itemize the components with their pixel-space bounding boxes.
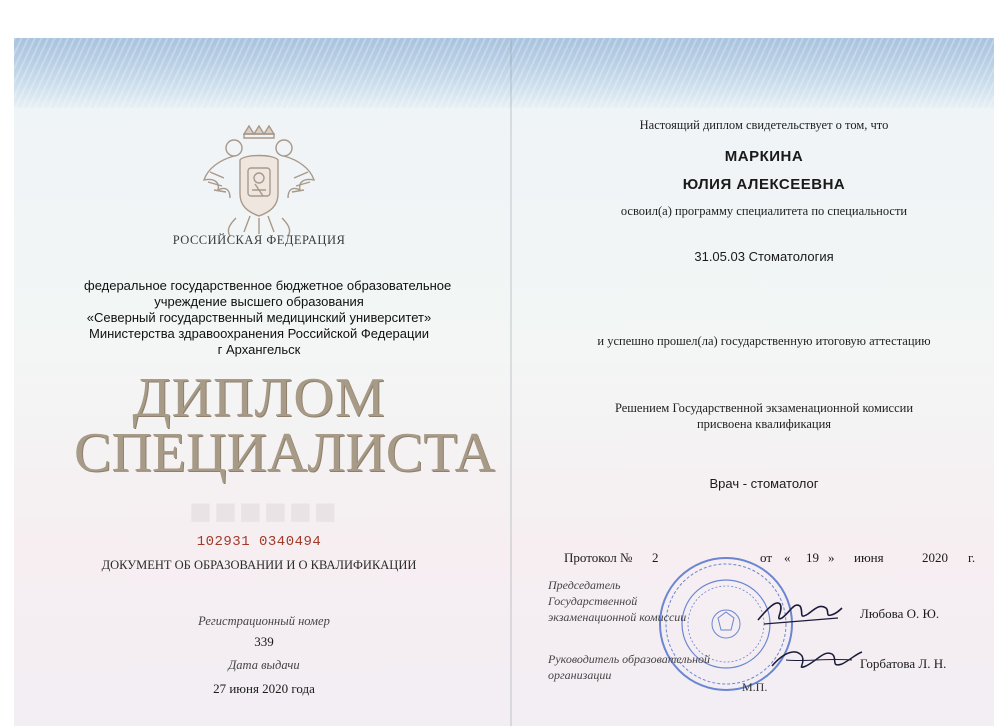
protocol-number: 2 bbox=[652, 550, 659, 565]
holder-surname: МАРКИНА bbox=[724, 148, 804, 165]
issue-date: 27 июня 2020 года bbox=[213, 681, 315, 696]
protocol-year-suffix: г. bbox=[968, 550, 976, 565]
protocol-day: 19 bbox=[806, 550, 819, 565]
seal-label: М.П. bbox=[742, 680, 768, 694]
holder-given-names: ЮЛИЯ АЛЕКСЕЕВНА bbox=[682, 176, 846, 193]
coat-of-arms-icon bbox=[200, 120, 318, 240]
signature-chair bbox=[754, 594, 844, 630]
decorative-band bbox=[14, 38, 994, 108]
registration-label: Регистрационный номер bbox=[198, 614, 330, 628]
organization-line: г Архангельск bbox=[217, 342, 301, 357]
program-text: освоил(а) программу специалитета по специальности bbox=[620, 204, 908, 218]
organization-line: Министерства здравоохранения Российской Федерации bbox=[89, 326, 429, 341]
protocol-close-quote: » bbox=[828, 550, 835, 565]
page-fold bbox=[510, 38, 512, 726]
head-title-line: организации bbox=[548, 668, 612, 682]
diploma-document bbox=[14, 38, 994, 726]
organization-name bbox=[84, 278, 452, 358]
head-name: Горбатова Л. Н. bbox=[860, 656, 947, 671]
signature-head bbox=[766, 642, 866, 676]
chair-name: Любова О. Ю. bbox=[860, 606, 940, 621]
head-title-line: Руководитель образовательной bbox=[548, 652, 711, 666]
organization-line: учреждение высшего образования bbox=[154, 294, 364, 309]
intro-text: Настоящий диплом свидетельствует о том, что bbox=[639, 118, 889, 132]
issue-date-label: Дата выдачи bbox=[228, 658, 300, 672]
commission-decision-line2: присвоена квалификация bbox=[696, 417, 832, 431]
organization-line: «Северный государственный медицинский университет» bbox=[86, 310, 432, 325]
organization-line: федеральное государственное бюджетное образовательное bbox=[84, 278, 452, 293]
protocol-from: от bbox=[760, 550, 773, 565]
chair-title-line: экзаменационной комиссии bbox=[548, 610, 687, 624]
chair-title-line: Государственной bbox=[548, 594, 638, 608]
protocol-label: Протокол № bbox=[564, 550, 633, 565]
attestation-text: и успешно прошел(ла) государственную итоговую аттестацию bbox=[597, 334, 931, 348]
document-type: ДОКУМЕНТ ОБ ОБРАЗОВАНИИ И О КВАЛИФИКАЦИИ bbox=[101, 558, 417, 572]
serial-number: 102931 0340494 bbox=[196, 534, 322, 550]
diploma-title: ДИПЛОМ bbox=[132, 367, 386, 429]
qualification: Врач - стоматолог bbox=[709, 476, 819, 491]
registration-number: 339 bbox=[254, 634, 274, 649]
chair-title-line: Председатель bbox=[548, 578, 621, 592]
commission-decision-line1: Решением Государственной экзаменационной комиссии bbox=[614, 401, 914, 415]
background-watermark: ■■■■■■ bbox=[189, 491, 339, 533]
diploma-subtitle: СПЕЦИАЛИСТА bbox=[74, 422, 495, 484]
protocol-year: 2020 bbox=[922, 550, 948, 565]
protocol-month: июня bbox=[854, 550, 884, 565]
specialty: 31.05.03 Стоматология bbox=[694, 249, 834, 264]
protocol-open-quote: « bbox=[784, 550, 791, 565]
country-name: РОССИЙСКАЯ ФЕДЕРАЦИЯ bbox=[172, 233, 346, 247]
